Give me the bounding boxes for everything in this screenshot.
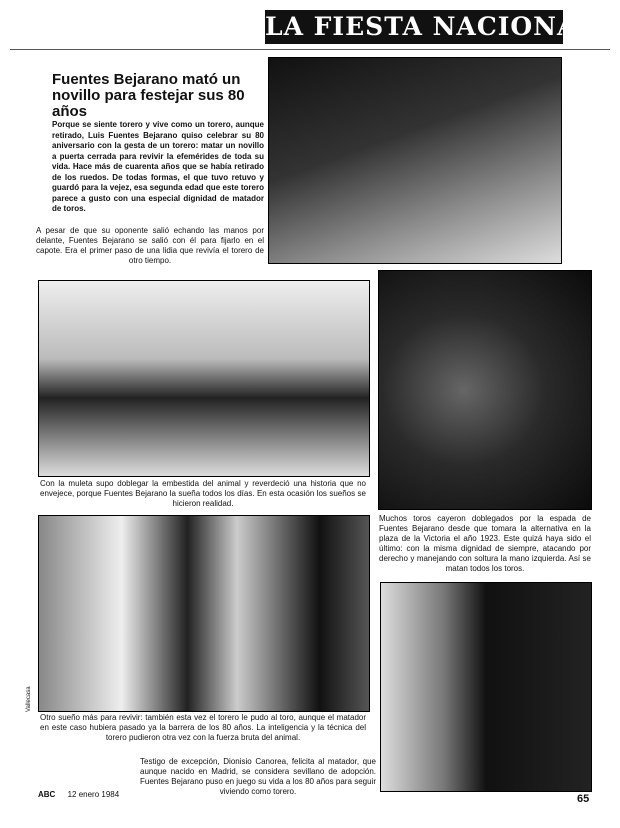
section-banner: LA FIESTA NACIONAL: [265, 10, 563, 44]
caption-photo-1: A pesar de que su oponente salió echando las manos por delante, Fuentes Bejarano se salió con él para fijarlo en el capote. Era el primer paso de una lidia que revivía el torero de otro tiempo.: [36, 226, 264, 265]
page-footer: [38, 790, 119, 799]
page-number: 65: [577, 793, 590, 805]
photo-muleta: [38, 280, 370, 477]
publication-date: 12 enero 1984: [67, 790, 120, 799]
photo-faena: [38, 515, 370, 712]
article-headline: Fuentes Bejarano mató un novillo para festejar sus 80 años: [52, 71, 245, 120]
caption-photo-5: Testigo de excepción, Dionisio Canorea, felicita al matador, que aunque nacido en Madrid, se considera sevillano de adopción. Fuentes Bejarano puso en juego su vida a los 80 años para seguir viviendo como torero.: [140, 757, 376, 796]
photo-felicitacion: [380, 582, 592, 792]
publication-name: ABC: [38, 790, 56, 799]
caption-photo-4: Otro sueño más para revivir: también esta vez el torero le pudo al toro, aunque el matador en este caso hubiera pasado ya la barrera de los 80 años. La inteligencia y la técnica del torero pudieron otra vez con la fuerza bruta del animal.: [40, 713, 366, 742]
header-rule: [10, 49, 610, 50]
photo-capote: [268, 57, 562, 264]
caption-photo-3: Muchos toros cayeron doblegados por la espada de Fuentes Bejarano desde que tomara la alternativa en la plaza de la Victoria el año 1923. Este quizá haya sido el último: con la misma dignidad de siempre, atacando por derecho y manejando con soltura la mano izquierda. Así se matan todos los toros.: [379, 514, 591, 573]
photo-credit: Vallecasa: [26, 686, 32, 712]
article-lede: Porque se siente torero y vive como un torero, aunque retirado, Luis Fuentes Bejarano quiso celebrar su 80 aniversario con la gesta de un torero: matar un novillo a puerta cerrada para revivir la efemérides de toda su vida. Hace más de cuarenta años que se había retirado de los ruedos. De todas formas, el que tuvo retuvo y guardó para la vejez, esa segunda edad que este torero parece a gusto con una especial dignidad de matador de toros.: [52, 120, 264, 213]
caption-photo-2: Con la muleta supo doblegar la embestida del animal y reverdeció una historia que no envejece, porque Fuentes Bejarano la sueña todos los días. En esta ocasión los sueños se hicieron realidad.: [40, 479, 366, 508]
photo-estocada: [378, 270, 592, 510]
